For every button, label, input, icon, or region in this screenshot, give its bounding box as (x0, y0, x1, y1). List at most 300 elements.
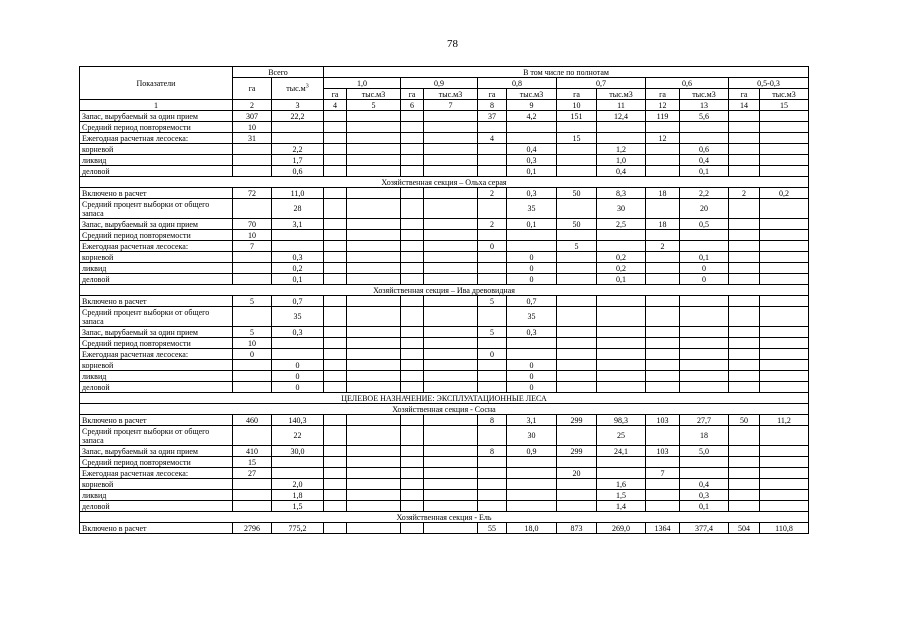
column-number: 6 (401, 100, 424, 111)
table-cell: 5 (478, 327, 507, 338)
table-cell: 0,1 (680, 166, 729, 177)
table-cell (347, 263, 401, 274)
table-cell: 30 (597, 199, 646, 219)
table-cell (347, 523, 401, 534)
section-title: Хозяйственная секция – Ива древовидная (80, 285, 809, 296)
table-cell: 11,2 (760, 415, 809, 426)
table-cell (424, 166, 478, 177)
table-cell (557, 382, 597, 393)
header-density-0: 1,0 (324, 78, 401, 89)
column-number: 5 (347, 100, 401, 111)
table-cell (557, 122, 597, 133)
table-cell: 0,1 (272, 274, 324, 285)
table-cell (347, 479, 401, 490)
row-label: Средний период повторяемости (80, 230, 233, 241)
table-cell (272, 122, 324, 133)
row-label: корневой (80, 144, 233, 155)
table-cell (557, 457, 597, 468)
table-cell (347, 133, 401, 144)
row-label: Средний период повторяемости (80, 338, 233, 349)
table-cell (597, 457, 646, 468)
purpose-header-row (80, 393, 809, 404)
table-cell (347, 230, 401, 241)
table-cell (324, 296, 347, 307)
table-cell (760, 349, 809, 360)
table-cell (729, 490, 760, 501)
table-cell (507, 338, 557, 349)
row-label: ликвид (80, 263, 233, 274)
table-cell (401, 327, 424, 338)
table-cell: 1,4 (597, 501, 646, 512)
table-cell (401, 360, 424, 371)
table-row (80, 468, 809, 479)
table-cell (424, 274, 478, 285)
table-cell (760, 199, 809, 219)
table-cell: 18 (646, 219, 680, 230)
table-row (80, 327, 809, 338)
table-cell (478, 199, 507, 219)
table-cell (597, 338, 646, 349)
table-cell: 5,6 (680, 111, 729, 122)
table-cell: 0 (478, 241, 507, 252)
header-density-3: 0,7 (557, 78, 646, 89)
table-cell (478, 371, 507, 382)
row-label: деловой (80, 166, 233, 177)
table-cell (272, 457, 324, 468)
row-label: Ежегодная расчетная лесосека: (80, 133, 233, 144)
table-cell: 307 (233, 111, 272, 122)
table-cell (478, 360, 507, 371)
table-cell: 0,6 (680, 144, 729, 155)
table-cell: 0,6 (272, 166, 324, 177)
table-row (80, 252, 809, 263)
table-cell (557, 371, 597, 382)
table-cell (401, 188, 424, 199)
table-row (80, 490, 809, 501)
row-label: Включено в расчет (80, 296, 233, 307)
table-cell (597, 307, 646, 327)
table-cell (233, 490, 272, 501)
table-cell (557, 338, 597, 349)
table-cell (557, 349, 597, 360)
table-cell (347, 457, 401, 468)
table-cell: 5 (233, 327, 272, 338)
table-cell: 103 (646, 415, 680, 426)
table-cell: 2 (646, 241, 680, 252)
table-cell (424, 426, 478, 446)
table-cell (347, 155, 401, 166)
table-row (80, 144, 809, 155)
superscript-three: 3 (305, 83, 309, 90)
table-cell (680, 241, 729, 252)
table-cell (478, 338, 507, 349)
table-cell (347, 446, 401, 457)
column-number: 8 (478, 100, 507, 111)
table-cell: 0,3 (507, 155, 557, 166)
table-cell: 0 (507, 382, 557, 393)
table-cell (424, 415, 478, 426)
table-cell (424, 490, 478, 501)
table-cell (646, 155, 680, 166)
table-cell: 30 (507, 426, 557, 446)
table-cell (507, 490, 557, 501)
table-cell (424, 263, 478, 274)
header-unit-area: га (401, 89, 424, 100)
table-cell: 299 (557, 446, 597, 457)
table-cell: 140,3 (272, 415, 324, 426)
table-cell: 25 (597, 426, 646, 446)
table-cell: 98,3 (597, 415, 646, 426)
table-cell (729, 263, 760, 274)
table-row (80, 133, 809, 144)
table-cell (401, 457, 424, 468)
table-cell (507, 479, 557, 490)
table-cell (478, 426, 507, 446)
table-cell (597, 349, 646, 360)
table-cell (760, 426, 809, 446)
table-cell (680, 122, 729, 133)
table-cell (424, 338, 478, 349)
table-cell (760, 274, 809, 285)
table-cell (760, 111, 809, 122)
table-cell: 0,1 (680, 252, 729, 263)
table-cell (729, 446, 760, 457)
table-cell (760, 501, 809, 512)
table-cell: 1,5 (597, 490, 646, 501)
header-unit-area: га (646, 89, 680, 100)
table-cell (760, 468, 809, 479)
table-cell (478, 307, 507, 327)
table-cell (324, 360, 347, 371)
table-cell (680, 371, 729, 382)
table-cell (401, 166, 424, 177)
table-cell (478, 468, 507, 479)
table-cell (760, 144, 809, 155)
table-cell (597, 133, 646, 144)
table-cell (401, 144, 424, 155)
table-cell (401, 468, 424, 479)
table-row (80, 523, 809, 534)
forest-allowable-cut-table (79, 66, 809, 534)
table-cell: 4,2 (507, 111, 557, 122)
table-cell (347, 349, 401, 360)
table-cell: 35 (272, 307, 324, 327)
table-cell (507, 501, 557, 512)
table-cell (729, 307, 760, 327)
table-cell (729, 219, 760, 230)
table-cell (646, 327, 680, 338)
table-row (80, 446, 809, 457)
table-cell (597, 230, 646, 241)
table-cell (478, 490, 507, 501)
section-header-row (80, 285, 809, 296)
column-number: 9 (507, 100, 557, 111)
table-cell (272, 338, 324, 349)
table-cell: 5 (557, 241, 597, 252)
section-header-row (80, 404, 809, 415)
table-cell (324, 457, 347, 468)
table-cell (324, 188, 347, 199)
table-cell (478, 144, 507, 155)
table-cell (729, 468, 760, 479)
row-label: ликвид (80, 155, 233, 166)
table-cell: 460 (233, 415, 272, 426)
row-label: ликвид (80, 371, 233, 382)
table-cell (729, 327, 760, 338)
table-cell (424, 219, 478, 230)
table-row (80, 122, 809, 133)
header-unit-volume: тыс.м3 (507, 89, 557, 100)
table-cell: 20 (680, 199, 729, 219)
table-row (80, 199, 809, 219)
table-cell: 0,1 (680, 501, 729, 512)
table-cell: 22,2 (272, 111, 324, 122)
table-cell (646, 199, 680, 219)
table-cell: 55 (478, 523, 507, 534)
table-cell (324, 133, 347, 144)
table-cell (347, 490, 401, 501)
header-unit-volume: тыс.м3 (680, 89, 729, 100)
table-cell: 18,0 (507, 523, 557, 534)
header-total: Всего (233, 67, 324, 78)
table-cell (478, 155, 507, 166)
table-cell (424, 133, 478, 144)
table-cell: 1,7 (272, 155, 324, 166)
column-number: 1 (80, 100, 233, 111)
table-row (80, 166, 809, 177)
table-cell: 299 (557, 415, 597, 426)
table-cell (680, 338, 729, 349)
table-cell: 70 (233, 219, 272, 230)
table-cell: 4 (478, 133, 507, 144)
table-cell (478, 166, 507, 177)
header-unit-area: га (557, 89, 597, 100)
row-label: Ежегодная расчетная лесосека: (80, 468, 233, 479)
table-cell: 30,0 (272, 446, 324, 457)
table-cell (424, 144, 478, 155)
table-cell: 0 (507, 371, 557, 382)
table-cell (680, 133, 729, 144)
row-label: корневой (80, 360, 233, 371)
row-label: Запас, вырубаемый за один прием (80, 111, 233, 122)
column-number: 4 (324, 100, 347, 111)
table-cell (233, 155, 272, 166)
table-cell: 8,3 (597, 188, 646, 199)
table-cell: 50 (557, 188, 597, 199)
table-cell (324, 263, 347, 274)
table-cell (646, 426, 680, 446)
row-label: Средний период повторяемости (80, 122, 233, 133)
table-cell (760, 166, 809, 177)
table-cell (233, 144, 272, 155)
table-cell (557, 274, 597, 285)
table-cell (324, 252, 347, 263)
table-cell: 27 (233, 468, 272, 479)
table-cell (760, 338, 809, 349)
table-cell: 0 (507, 263, 557, 274)
table-cell (760, 230, 809, 241)
table-cell (597, 122, 646, 133)
section-title: Хозяйственная секция – Ольха серая (80, 177, 809, 188)
purpose-title: ЦЕЛЕВОЕ НАЗНАЧЕНИЕ: ЭКСПЛУАТАЦИОННЫЕ ЛЕСА (80, 393, 809, 404)
table-cell (424, 457, 478, 468)
table-cell (324, 144, 347, 155)
row-label: корневой (80, 479, 233, 490)
table-cell (272, 349, 324, 360)
table-cell (424, 252, 478, 263)
header-unit-volume: тыс.м3 (760, 89, 809, 100)
table-row (80, 230, 809, 241)
table-cell: 50 (729, 415, 760, 426)
table-cell (646, 252, 680, 263)
table-cell (347, 371, 401, 382)
header-unit-area: га (729, 89, 760, 100)
table-cell: 110,8 (760, 523, 809, 534)
table-cell (729, 122, 760, 133)
table-cell (729, 296, 760, 307)
table-cell (729, 501, 760, 512)
row-label: Включено в расчет (80, 415, 233, 426)
table-cell (324, 426, 347, 446)
table-cell (401, 133, 424, 144)
table-cell (557, 230, 597, 241)
table-cell (507, 457, 557, 468)
table-cell: 775,2 (272, 523, 324, 534)
table-row (80, 426, 809, 446)
table-cell (646, 122, 680, 133)
table-cell: 377,4 (680, 523, 729, 534)
table-row (80, 501, 809, 512)
table-cell (680, 457, 729, 468)
table-cell (324, 479, 347, 490)
table-cell (347, 296, 401, 307)
row-label: Средний процент выборки от общего запаса (80, 199, 233, 219)
table-cell (401, 490, 424, 501)
table-cell (729, 457, 760, 468)
table-cell (729, 274, 760, 285)
table-cell (557, 360, 597, 371)
table-cell: 15 (233, 457, 272, 468)
table-cell (347, 274, 401, 285)
row-label: ликвид (80, 490, 233, 501)
table-cell (760, 327, 809, 338)
table-row (80, 338, 809, 349)
table-cell (324, 415, 347, 426)
table-cell: 0,3 (680, 490, 729, 501)
table-cell: 0,2 (597, 263, 646, 274)
table-cell (760, 371, 809, 382)
table-cell (401, 371, 424, 382)
table-cell (597, 382, 646, 393)
table-cell (760, 307, 809, 327)
table-cell (646, 230, 680, 241)
column-number: 15 (760, 100, 809, 111)
table-cell (478, 501, 507, 512)
table-cell: 0,7 (507, 296, 557, 307)
table-cell (347, 327, 401, 338)
table-cell: 27,7 (680, 415, 729, 426)
table-cell (557, 501, 597, 512)
table-cell: 0,2 (760, 188, 809, 199)
table-cell (424, 111, 478, 122)
table-cell: 0,2 (597, 252, 646, 263)
table-cell (424, 523, 478, 534)
table-cell (646, 490, 680, 501)
row-label: Запас, вырубаемый за один прием (80, 446, 233, 457)
table-row (80, 457, 809, 468)
header-density-4: 0,6 (646, 78, 729, 89)
header-indicators: Показатели (80, 67, 233, 100)
table-cell: 10 (233, 230, 272, 241)
table-cell: 119 (646, 111, 680, 122)
table-row (80, 479, 809, 490)
table-cell: 0 (272, 382, 324, 393)
table-cell (760, 457, 809, 468)
table-cell: 5 (478, 296, 507, 307)
table-cell (729, 155, 760, 166)
table-cell (597, 468, 646, 479)
header-by-density: В том числе по полнотам (324, 67, 809, 78)
table-cell (324, 468, 347, 479)
table-cell (729, 144, 760, 155)
table-cell (646, 338, 680, 349)
table-cell (401, 501, 424, 512)
table-cell (680, 327, 729, 338)
table-cell: 0,3 (272, 327, 324, 338)
table-cell: 18 (646, 188, 680, 199)
table-cell (557, 166, 597, 177)
table-cell: 31 (233, 133, 272, 144)
table-cell (760, 479, 809, 490)
table-cell (646, 360, 680, 371)
table-cell: 24,1 (597, 446, 646, 457)
table-cell (347, 501, 401, 512)
table-cell (401, 415, 424, 426)
section-header-row (80, 177, 809, 188)
table-cell: 1364 (646, 523, 680, 534)
row-label: деловой (80, 274, 233, 285)
table-cell (347, 219, 401, 230)
table-cell (729, 252, 760, 263)
table-cell (646, 263, 680, 274)
table-cell: 0,1 (597, 274, 646, 285)
table-cell: 0 (272, 360, 324, 371)
table-cell: 0,7 (272, 296, 324, 307)
column-number: 11 (597, 100, 646, 111)
table-cell (597, 296, 646, 307)
table-cell (760, 122, 809, 133)
table-cell (646, 307, 680, 327)
table-cell (401, 155, 424, 166)
table-cell (557, 263, 597, 274)
table-cell: 0,3 (507, 327, 557, 338)
table-cell (729, 382, 760, 393)
table-cell (597, 241, 646, 252)
table-cell (478, 274, 507, 285)
table-row (80, 360, 809, 371)
table-cell: 0,1 (507, 166, 557, 177)
header-density-1: 0,9 (401, 78, 478, 89)
table-cell (760, 252, 809, 263)
table-cell (401, 252, 424, 263)
table-cell: 50 (557, 219, 597, 230)
table-cell: 1,6 (597, 479, 646, 490)
table-cell (324, 490, 347, 501)
table-cell (324, 166, 347, 177)
row-label: Средний процент выборки от общего запаса (80, 307, 233, 327)
table-cell (507, 241, 557, 252)
table-cell (646, 274, 680, 285)
